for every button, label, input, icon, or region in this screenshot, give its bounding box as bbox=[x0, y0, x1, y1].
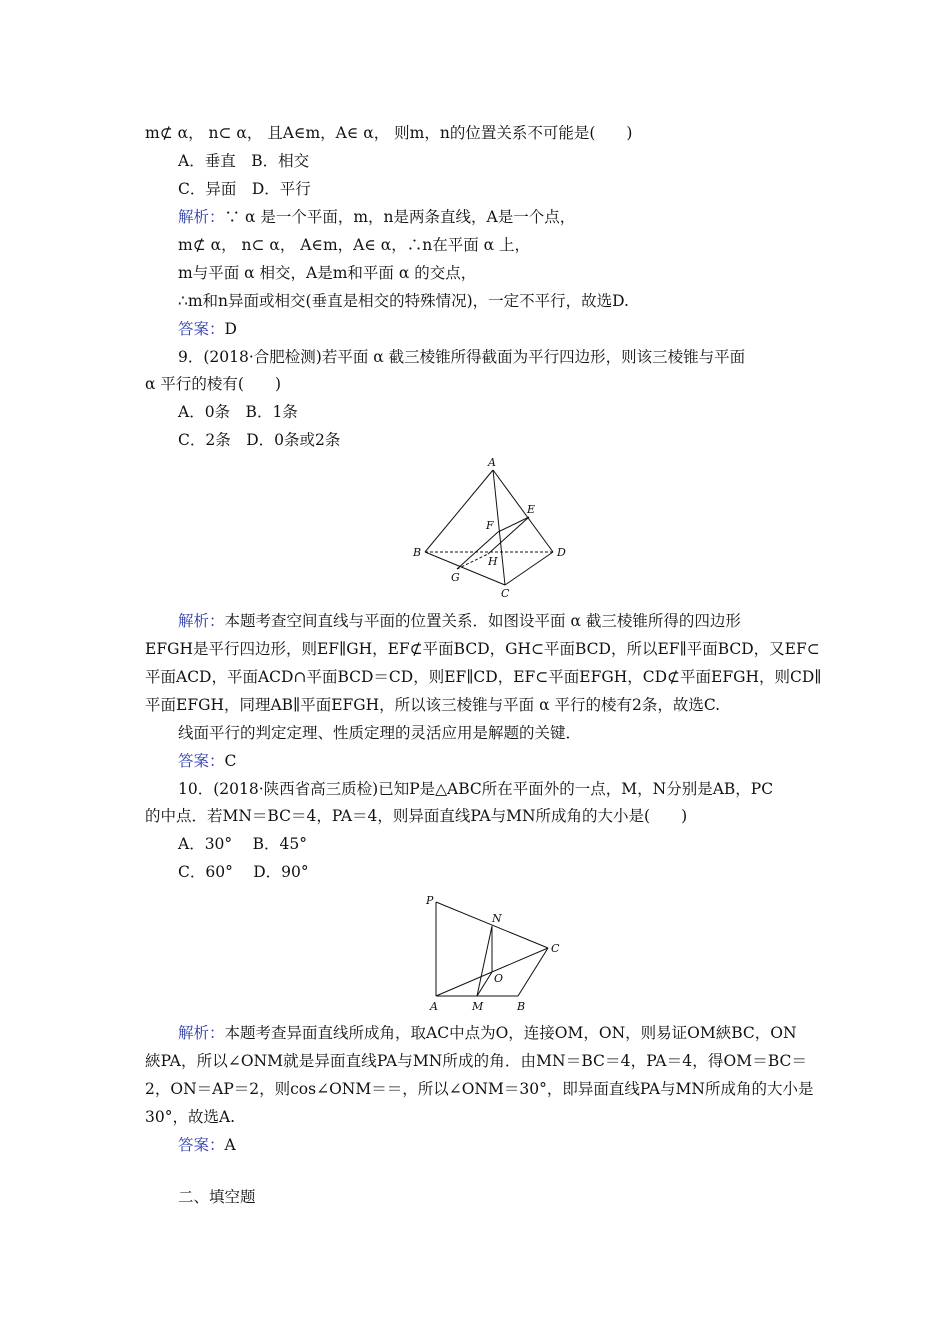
label-B: B bbox=[517, 1000, 526, 1013]
label-E: E bbox=[527, 503, 536, 516]
question-10-stem-2: 的中点．若MN＝BC＝4，PA＝4，则异面直线PA与MN所成角的大小是( ) bbox=[145, 807, 688, 825]
question-9-options-cd: C．2条 D．0条或2条 bbox=[178, 431, 341, 449]
question-8-stem: m⊄ α， n⊂ α， 且A∈m，A∈ α， 则m，n的位置关系不可能是( ) bbox=[145, 124, 633, 142]
segment-GH-hidden bbox=[457, 554, 488, 569]
answer-8 bbox=[178, 319, 237, 339]
solution-8-line-2: m⊄ α， n⊂ α， A∈m，A∈ α，∴n在平面 α 上， bbox=[178, 236, 531, 254]
solution-8-text-1: ∵ α 是一个平面，m，n是两条直线，A是一个点， bbox=[224, 208, 576, 226]
solution-9-text-1: 本题考查空间直线与平面的位置关系．如图设平面 α 截三棱锥所得的四边形 bbox=[224, 612, 741, 630]
solution-10-line-4: 30°，故选A. bbox=[145, 1108, 236, 1126]
solution-8-line-1 bbox=[178, 207, 575, 227]
solution-9-line-2: EFGH是平行四边形，则EF∥GH，EF⊄平面BCD，GH⊂平面BCD，所以EF∥平面BCD，又EF⊂ bbox=[145, 640, 820, 658]
label-N: N bbox=[492, 912, 502, 925]
solution-10-line-1 bbox=[178, 1023, 797, 1043]
answer-label: 答案： bbox=[178, 320, 225, 338]
solution-9-line-5: 线面平行的判定定理、性质定理的灵活应用是解题的关键． bbox=[178, 724, 582, 742]
solution-10-text-1: 本题考查异面直线所成角，取AC中点为O，连接OM，ON，则易证OM綊BC，ON bbox=[224, 1024, 797, 1042]
question-9-stem-2: α 平行的棱有( ) bbox=[145, 375, 281, 393]
label-D: D bbox=[557, 546, 566, 559]
solution-label: 解析： bbox=[178, 612, 225, 630]
answer-label: 答案： bbox=[178, 1136, 225, 1154]
solution-8-line-3: m与平面 α 相交，A是m和平面 α 的交点， bbox=[178, 264, 477, 282]
question-9-stem-1: 9．(2018·合肥检测)若平面 α 截三棱锥所得截面为平行四边形，则该三棱锥与平面 bbox=[178, 348, 746, 366]
answer-10 bbox=[178, 1135, 236, 1155]
label-F: F bbox=[486, 519, 494, 532]
solution-9-line-1 bbox=[178, 611, 741, 631]
answer-8-value: D bbox=[224, 320, 237, 338]
edge-BC bbox=[518, 948, 548, 996]
label-C: C bbox=[551, 942, 560, 955]
segment-MN bbox=[477, 926, 492, 996]
solution-label: 解析： bbox=[178, 1024, 225, 1042]
answer-9 bbox=[178, 751, 236, 771]
question-10-options-ab: A．30° B．45° bbox=[178, 835, 307, 853]
question-8-options-ab: A．垂直 B．相交 bbox=[178, 152, 310, 170]
tetrahedron-figure bbox=[405, 452, 585, 602]
label-A: A bbox=[430, 1000, 438, 1013]
edge-AB bbox=[425, 470, 493, 552]
question-9-options-ab: A．0条 B．1条 bbox=[178, 403, 298, 421]
solution-label: 解析： bbox=[178, 208, 225, 226]
edge-AD bbox=[493, 470, 553, 552]
question-10-stem-1: 10．(2018·陕西省高三质检)已知P是△ABC所在平面外的一点，M，N分别是AB，PC bbox=[178, 780, 774, 798]
question-8-options-cd: C．异面 D．平行 bbox=[178, 180, 311, 198]
pyramid-figure bbox=[420, 890, 570, 1015]
section-heading-fill-in: 二、填空题 bbox=[178, 1188, 256, 1206]
label-H: H bbox=[488, 555, 498, 568]
label-O: O bbox=[494, 972, 504, 985]
answer-label: 答案： bbox=[178, 752, 225, 770]
answer-9-value: C bbox=[224, 752, 237, 770]
label-M: M bbox=[472, 1000, 484, 1013]
label-A: A bbox=[488, 456, 496, 469]
solution-9-line-3: 平面ACD，平面ACD∩平面BCD＝CD，则EF∥CD，EF⊂平面EFGH，CD⊄平面EFGH，则CD∥ bbox=[145, 668, 822, 686]
solution-10-line-2: 綊PA，所以∠ONM就是异面直线PA与MN所成的角．由MN＝BC＝4，PA＝4，得OM＝BC＝ bbox=[145, 1052, 807, 1070]
solution-8-line-4: ∴m和n异面或相交(垂直是相交的特殊情况)，一定不平行，故选D. bbox=[178, 292, 629, 310]
edge-CD bbox=[505, 552, 553, 585]
label-G: G bbox=[451, 571, 460, 584]
label-P: P bbox=[426, 894, 434, 907]
question-10-options-cd: C．60° D．90° bbox=[178, 863, 309, 881]
solution-9-line-4: 平面EFGH，同理AB∥平面EFGH，所以该三棱锥与平面 α 平行的棱有2条，故选C. bbox=[145, 696, 721, 714]
label-B: B bbox=[413, 546, 422, 559]
solution-10-line-3: 2，ON＝AP＝2，则cos∠ONM＝＝，所以∠ONM＝30°，即异面直线PA与MN所成角的大小是 bbox=[145, 1080, 814, 1098]
answer-10-value: A bbox=[224, 1136, 236, 1154]
label-C: C bbox=[501, 587, 510, 600]
segment-EF bbox=[498, 517, 529, 532]
